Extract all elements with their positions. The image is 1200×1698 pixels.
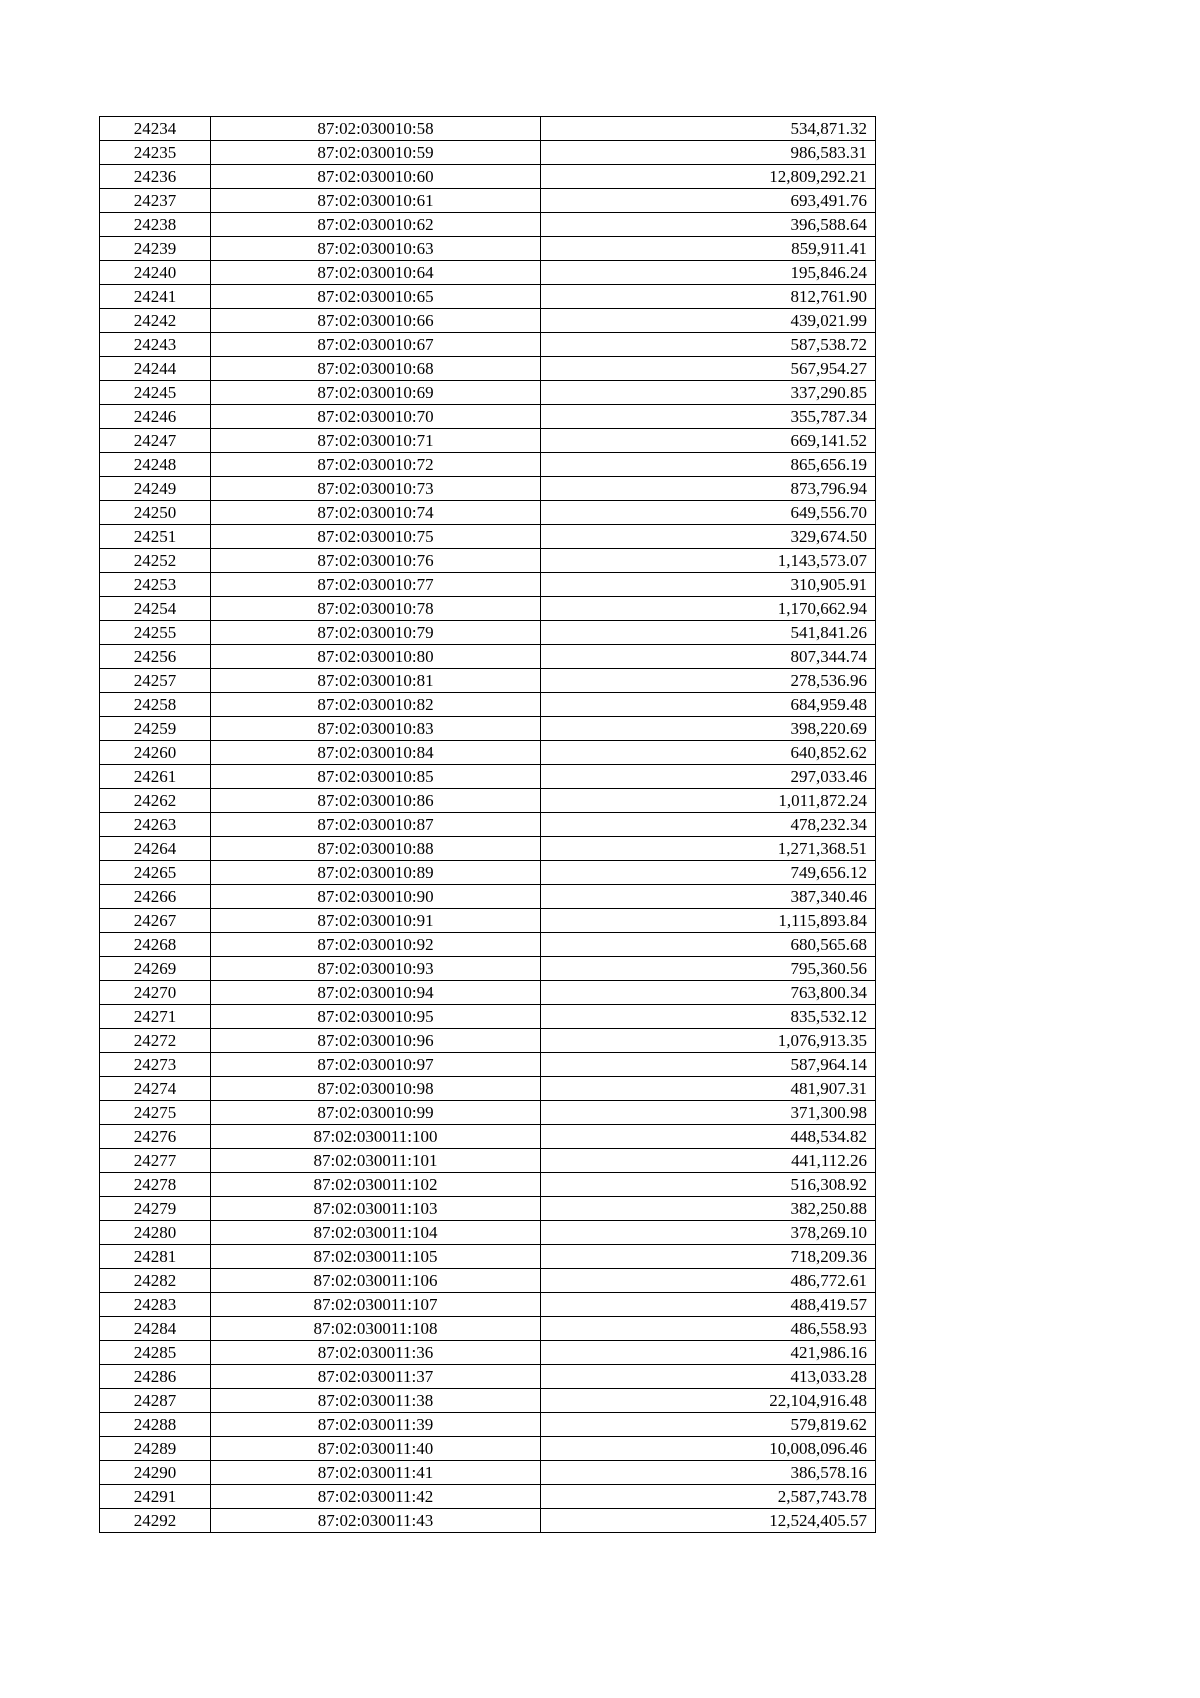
value-cell: 859,911.41	[541, 237, 876, 261]
table-row	[100, 1437, 876, 1461]
value-cell: 481,907.31	[541, 1077, 876, 1101]
row-number-cell: 24255	[100, 621, 211, 645]
table-row	[100, 981, 876, 1005]
cadastral-number-cell: 87:02:030011:36	[211, 1341, 541, 1365]
value-cell: 478,232.34	[541, 813, 876, 837]
value-cell: 986,583.31	[541, 141, 876, 165]
row-number-cell: 24236	[100, 165, 211, 189]
value-cell: 378,269.10	[541, 1221, 876, 1245]
row-number-cell: 24274	[100, 1077, 211, 1101]
row-number-cell: 24276	[100, 1125, 211, 1149]
cadastral-number-cell: 87:02:030011:38	[211, 1389, 541, 1413]
value-cell: 486,558.93	[541, 1317, 876, 1341]
cadastral-number-cell: 87:02:030010:94	[211, 981, 541, 1005]
table-row	[100, 1101, 876, 1125]
value-cell: 649,556.70	[541, 501, 876, 525]
cadastral-number-cell: 87:02:030010:59	[211, 141, 541, 165]
table-row	[100, 813, 876, 837]
row-number-cell: 24267	[100, 909, 211, 933]
row-number-cell: 24247	[100, 429, 211, 453]
cadastral-number-cell: 87:02:030011:105	[211, 1245, 541, 1269]
value-cell: 587,964.14	[541, 1053, 876, 1077]
row-number-cell: 24257	[100, 669, 211, 693]
cadastral-number-cell: 87:02:030011:39	[211, 1413, 541, 1437]
cadastral-number-cell: 87:02:030010:78	[211, 597, 541, 621]
row-number-cell: 24259	[100, 717, 211, 741]
value-cell: 297,033.46	[541, 765, 876, 789]
value-cell: 795,360.56	[541, 957, 876, 981]
value-cell: 386,578.16	[541, 1461, 876, 1485]
row-number-cell: 24250	[100, 501, 211, 525]
cadastral-value-table	[99, 116, 876, 1533]
value-cell: 684,959.48	[541, 693, 876, 717]
table-row	[100, 165, 876, 189]
value-cell: 812,761.90	[541, 285, 876, 309]
row-number-cell: 24287	[100, 1389, 211, 1413]
value-cell: 1,170,662.94	[541, 597, 876, 621]
table-row	[100, 453, 876, 477]
value-cell: 579,819.62	[541, 1413, 876, 1437]
table-row	[100, 909, 876, 933]
cadastral-number-cell: 87:02:030010:69	[211, 381, 541, 405]
row-number-cell: 24277	[100, 1149, 211, 1173]
table-row	[100, 357, 876, 381]
value-cell: 2,587,743.78	[541, 1485, 876, 1509]
cadastral-number-cell: 87:02:030010:67	[211, 333, 541, 357]
table-row	[100, 573, 876, 597]
value-cell: 749,656.12	[541, 861, 876, 885]
row-number-cell: 24234	[100, 117, 211, 141]
row-number-cell: 24280	[100, 1221, 211, 1245]
row-number-cell: 24265	[100, 861, 211, 885]
row-number-cell: 24292	[100, 1509, 211, 1533]
cadastral-number-cell: 87:02:030010:72	[211, 453, 541, 477]
table-row	[100, 333, 876, 357]
table-row	[100, 189, 876, 213]
table-row	[100, 501, 876, 525]
value-cell: 807,344.74	[541, 645, 876, 669]
cadastral-number-cell: 87:02:030010:88	[211, 837, 541, 861]
row-number-cell: 24289	[100, 1437, 211, 1461]
row-number-cell: 24268	[100, 933, 211, 957]
value-cell: 355,787.34	[541, 405, 876, 429]
table-row	[100, 477, 876, 501]
row-number-cell: 24237	[100, 189, 211, 213]
cadastral-number-cell: 87:02:030010:83	[211, 717, 541, 741]
row-number-cell: 24251	[100, 525, 211, 549]
cadastral-number-cell: 87:02:030011:42	[211, 1485, 541, 1509]
value-cell: 680,565.68	[541, 933, 876, 957]
row-number-cell: 24261	[100, 765, 211, 789]
value-cell: 486,772.61	[541, 1269, 876, 1293]
table-row	[100, 837, 876, 861]
row-number-cell: 24263	[100, 813, 211, 837]
cadastral-number-cell: 87:02:030010:82	[211, 693, 541, 717]
row-number-cell: 24270	[100, 981, 211, 1005]
cadastral-number-cell: 87:02:030010:70	[211, 405, 541, 429]
table-row	[100, 693, 876, 717]
cadastral-number-cell: 87:02:030010:92	[211, 933, 541, 957]
table-row	[100, 645, 876, 669]
value-cell: 835,532.12	[541, 1005, 876, 1029]
value-cell: 587,538.72	[541, 333, 876, 357]
row-number-cell: 24273	[100, 1053, 211, 1077]
row-number-cell: 24286	[100, 1365, 211, 1389]
cadastral-number-cell: 87:02:030010:97	[211, 1053, 541, 1077]
table-row	[100, 261, 876, 285]
table-row	[100, 1317, 876, 1341]
cadastral-number-cell: 87:02:030010:90	[211, 885, 541, 909]
table-row	[100, 885, 876, 909]
row-number-cell: 24253	[100, 573, 211, 597]
value-cell: 22,104,916.48	[541, 1389, 876, 1413]
value-cell: 371,300.98	[541, 1101, 876, 1125]
table-row	[100, 309, 876, 333]
cadastral-number-cell: 87:02:030010:73	[211, 477, 541, 501]
row-number-cell: 24278	[100, 1173, 211, 1197]
row-number-cell: 24258	[100, 693, 211, 717]
cadastral-number-cell: 87:02:030010:75	[211, 525, 541, 549]
cadastral-number-cell: 87:02:030011:41	[211, 1461, 541, 1485]
table-row	[100, 1245, 876, 1269]
table-row	[100, 213, 876, 237]
cadastral-number-cell: 87:02:030010:87	[211, 813, 541, 837]
table-row	[100, 765, 876, 789]
table-row	[100, 1365, 876, 1389]
table-row	[100, 1485, 876, 1509]
cadastral-number-cell: 87:02:030010:89	[211, 861, 541, 885]
table-row	[100, 1053, 876, 1077]
table-row	[100, 237, 876, 261]
table-row	[100, 1077, 876, 1101]
row-number-cell: 24291	[100, 1485, 211, 1509]
cadastral-number-cell: 87:02:030011:106	[211, 1269, 541, 1293]
row-number-cell: 24242	[100, 309, 211, 333]
row-number-cell: 24235	[100, 141, 211, 165]
row-number-cell: 24269	[100, 957, 211, 981]
value-cell: 718,209.36	[541, 1245, 876, 1269]
row-number-cell: 24281	[100, 1245, 211, 1269]
table-row	[100, 429, 876, 453]
value-cell: 441,112.26	[541, 1149, 876, 1173]
row-number-cell: 24284	[100, 1317, 211, 1341]
value-cell: 873,796.94	[541, 477, 876, 501]
cadastral-number-cell: 87:02:030011:101	[211, 1149, 541, 1173]
row-number-cell: 24262	[100, 789, 211, 813]
cadastral-number-cell: 87:02:030010:74	[211, 501, 541, 525]
table-row	[100, 741, 876, 765]
row-number-cell: 24241	[100, 285, 211, 309]
cadastral-number-cell: 87:02:030010:76	[211, 549, 541, 573]
cadastral-number-cell: 87:02:030010:71	[211, 429, 541, 453]
table-row	[100, 285, 876, 309]
row-number-cell: 24244	[100, 357, 211, 381]
value-cell: 865,656.19	[541, 453, 876, 477]
row-number-cell: 24282	[100, 1269, 211, 1293]
value-cell: 278,536.96	[541, 669, 876, 693]
row-number-cell: 24249	[100, 477, 211, 501]
table-row	[100, 141, 876, 165]
cadastral-number-cell: 87:02:030010:60	[211, 165, 541, 189]
table-row	[100, 933, 876, 957]
value-cell: 12,524,405.57	[541, 1509, 876, 1533]
value-cell: 439,021.99	[541, 309, 876, 333]
cadastral-number-cell: 87:02:030010:98	[211, 1077, 541, 1101]
table-row	[100, 117, 876, 141]
value-cell: 1,011,872.24	[541, 789, 876, 813]
table-row	[100, 1005, 876, 1029]
cadastral-number-cell: 87:02:030010:99	[211, 1101, 541, 1125]
table-row	[100, 381, 876, 405]
value-cell: 310,905.91	[541, 573, 876, 597]
table-row	[100, 1125, 876, 1149]
value-cell: 763,800.34	[541, 981, 876, 1005]
table-row	[100, 405, 876, 429]
table-row	[100, 621, 876, 645]
cadastral-number-cell: 87:02:030010:86	[211, 789, 541, 813]
value-cell: 413,033.28	[541, 1365, 876, 1389]
row-number-cell: 24285	[100, 1341, 211, 1365]
cadastral-number-cell: 87:02:030010:65	[211, 285, 541, 309]
row-number-cell: 24252	[100, 549, 211, 573]
table-row	[100, 1341, 876, 1365]
cadastral-number-cell: 87:02:030010:80	[211, 645, 541, 669]
value-cell: 488,419.57	[541, 1293, 876, 1317]
row-number-cell: 24260	[100, 741, 211, 765]
value-cell: 387,340.46	[541, 885, 876, 909]
cadastral-number-cell: 87:02:030010:84	[211, 741, 541, 765]
cadastral-number-cell: 87:02:030011:107	[211, 1293, 541, 1317]
row-number-cell: 24240	[100, 261, 211, 285]
value-cell: 640,852.62	[541, 741, 876, 765]
table-row	[100, 1221, 876, 1245]
cadastral-number-cell: 87:02:030011:100	[211, 1125, 541, 1149]
value-cell: 396,588.64	[541, 213, 876, 237]
value-cell: 382,250.88	[541, 1197, 876, 1221]
table-row	[100, 1389, 876, 1413]
table-row	[100, 1149, 876, 1173]
table-row	[100, 1029, 876, 1053]
table-row	[100, 549, 876, 573]
value-cell: 516,308.92	[541, 1173, 876, 1197]
cadastral-number-cell: 87:02:030010:95	[211, 1005, 541, 1029]
row-number-cell: 24272	[100, 1029, 211, 1053]
cadastral-number-cell: 87:02:030010:62	[211, 213, 541, 237]
row-number-cell: 24256	[100, 645, 211, 669]
table-row	[100, 957, 876, 981]
row-number-cell: 24239	[100, 237, 211, 261]
cadastral-number-cell: 87:02:030010:64	[211, 261, 541, 285]
cadastral-number-cell: 87:02:030010:79	[211, 621, 541, 645]
table-body	[100, 117, 876, 1533]
table-row	[100, 1269, 876, 1293]
value-cell: 329,674.50	[541, 525, 876, 549]
table-row	[100, 597, 876, 621]
row-number-cell: 24264	[100, 837, 211, 861]
cadastral-number-cell: 87:02:030010:85	[211, 765, 541, 789]
table-row	[100, 669, 876, 693]
value-cell: 195,846.24	[541, 261, 876, 285]
cadastral-number-cell: 87:02:030010:61	[211, 189, 541, 213]
value-cell: 448,534.82	[541, 1125, 876, 1149]
table-row	[100, 861, 876, 885]
cadastral-number-cell: 87:02:030010:63	[211, 237, 541, 261]
value-cell: 398,220.69	[541, 717, 876, 741]
table-row	[100, 1173, 876, 1197]
row-number-cell: 24283	[100, 1293, 211, 1317]
row-number-cell: 24279	[100, 1197, 211, 1221]
cadastral-number-cell: 87:02:030010:58	[211, 117, 541, 141]
cadastral-number-cell: 87:02:030011:103	[211, 1197, 541, 1221]
cadastral-number-cell: 87:02:030010:96	[211, 1029, 541, 1053]
value-cell: 567,954.27	[541, 357, 876, 381]
cadastral-number-cell: 87:02:030011:108	[211, 1317, 541, 1341]
value-cell: 10,008,096.46	[541, 1437, 876, 1461]
table-row	[100, 1197, 876, 1221]
cadastral-number-cell: 87:02:030011:40	[211, 1437, 541, 1461]
row-number-cell: 24275	[100, 1101, 211, 1125]
table-row	[100, 1413, 876, 1437]
cadastral-number-cell: 87:02:030010:77	[211, 573, 541, 597]
value-cell: 1,143,573.07	[541, 549, 876, 573]
value-cell: 337,290.85	[541, 381, 876, 405]
row-number-cell: 24245	[100, 381, 211, 405]
table-row	[100, 1461, 876, 1485]
value-cell: 669,141.52	[541, 429, 876, 453]
row-number-cell: 24266	[100, 885, 211, 909]
cadastral-number-cell: 87:02:030011:43	[211, 1509, 541, 1533]
table-row	[100, 525, 876, 549]
row-number-cell: 24243	[100, 333, 211, 357]
cadastral-number-cell: 87:02:030010:66	[211, 309, 541, 333]
value-cell: 1,271,368.51	[541, 837, 876, 861]
cadastral-number-cell: 87:02:030011:102	[211, 1173, 541, 1197]
row-number-cell: 24290	[100, 1461, 211, 1485]
value-cell: 534,871.32	[541, 117, 876, 141]
row-number-cell: 24271	[100, 1005, 211, 1029]
row-number-cell: 24254	[100, 597, 211, 621]
value-cell: 12,809,292.21	[541, 165, 876, 189]
table-row	[100, 1293, 876, 1317]
table-row	[100, 717, 876, 741]
cadastral-number-cell: 87:02:030010:81	[211, 669, 541, 693]
value-cell: 421,986.16	[541, 1341, 876, 1365]
cadastral-number-cell: 87:02:030011:104	[211, 1221, 541, 1245]
value-cell: 1,076,913.35	[541, 1029, 876, 1053]
row-number-cell: 24288	[100, 1413, 211, 1437]
value-cell: 693,491.76	[541, 189, 876, 213]
cadastral-number-cell: 87:02:030011:37	[211, 1365, 541, 1389]
value-cell: 541,841.26	[541, 621, 876, 645]
value-cell: 1,115,893.84	[541, 909, 876, 933]
row-number-cell: 24246	[100, 405, 211, 429]
cadastral-number-cell: 87:02:030010:93	[211, 957, 541, 981]
cadastral-number-cell: 87:02:030010:68	[211, 357, 541, 381]
row-number-cell: 24248	[100, 453, 211, 477]
row-number-cell: 24238	[100, 213, 211, 237]
cadastral-number-cell: 87:02:030010:91	[211, 909, 541, 933]
table-row	[100, 789, 876, 813]
table-row	[100, 1509, 876, 1533]
